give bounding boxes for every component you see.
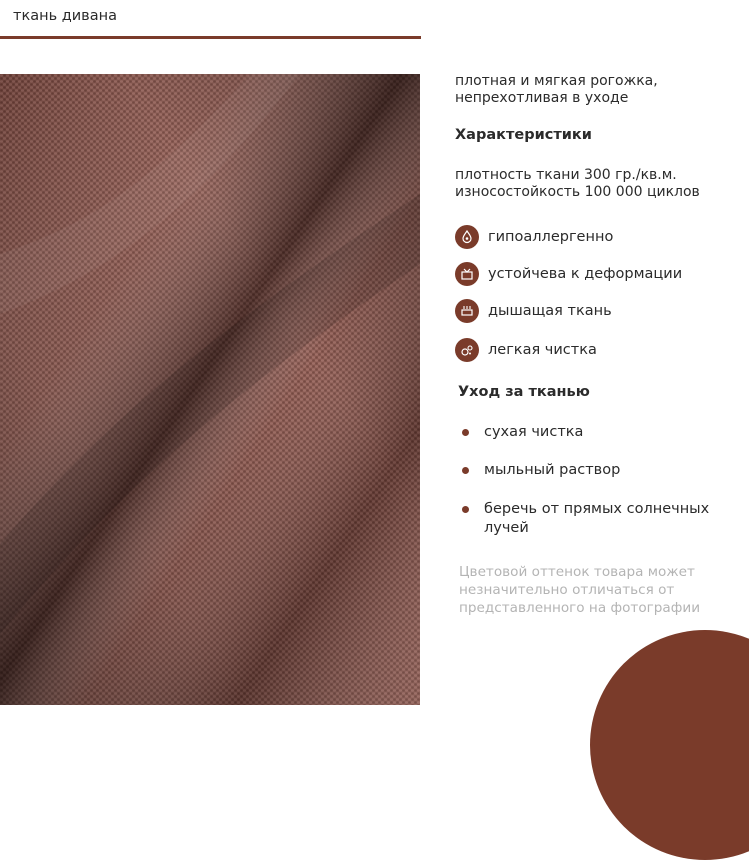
- color-disclaimer: Цветовой оттенок товара может незначительно отличаться от представленного на фотографии: [459, 564, 701, 616]
- feature-label: гипоаллергенно: [488, 229, 614, 245]
- care-item: [462, 461, 620, 480]
- page-title: ткань дивана: [13, 8, 117, 24]
- feature-label: легкая чистка: [488, 342, 597, 358]
- care-label: сухая чистка: [484, 424, 584, 440]
- feature-item: [455, 338, 597, 362]
- hypoallergenic-icon: [455, 225, 479, 249]
- bullet-dot: [462, 467, 469, 474]
- characteristics-title: Характеристики: [455, 127, 592, 143]
- care-item: [462, 500, 747, 538]
- fabric-photo: [0, 74, 420, 705]
- bullet-dot: [462, 429, 469, 436]
- breathable-fabric-icon: [455, 299, 479, 323]
- care-title: Уход за тканью: [458, 384, 590, 400]
- feature-item: [455, 225, 613, 249]
- feature-item: [455, 299, 612, 323]
- feature-label: устойчева к деформации: [488, 266, 683, 282]
- bullet-dot: [462, 506, 469, 513]
- spec-density: плотность ткани 300 гр./кв.м.: [455, 167, 677, 183]
- care-label: беречь от прямых солнечных лучей: [484, 501, 710, 536]
- decorative-circle: [590, 630, 749, 860]
- deformation-resistant-icon: [455, 262, 479, 286]
- characteristics-list: [455, 167, 745, 201]
- feature-label: дышащая ткань: [488, 303, 612, 319]
- feature-item: [455, 262, 682, 286]
- title-divider: [0, 36, 421, 39]
- spec-wear-resistance: износостойкость 100 000 циклов: [455, 184, 700, 200]
- care-item: [462, 423, 583, 442]
- fabric-description: плотная и мягкая рогожка, непрехотливая в уходе: [455, 73, 658, 106]
- easy-cleaning-icon: [455, 338, 479, 362]
- care-label: мыльный раствор: [484, 462, 621, 478]
